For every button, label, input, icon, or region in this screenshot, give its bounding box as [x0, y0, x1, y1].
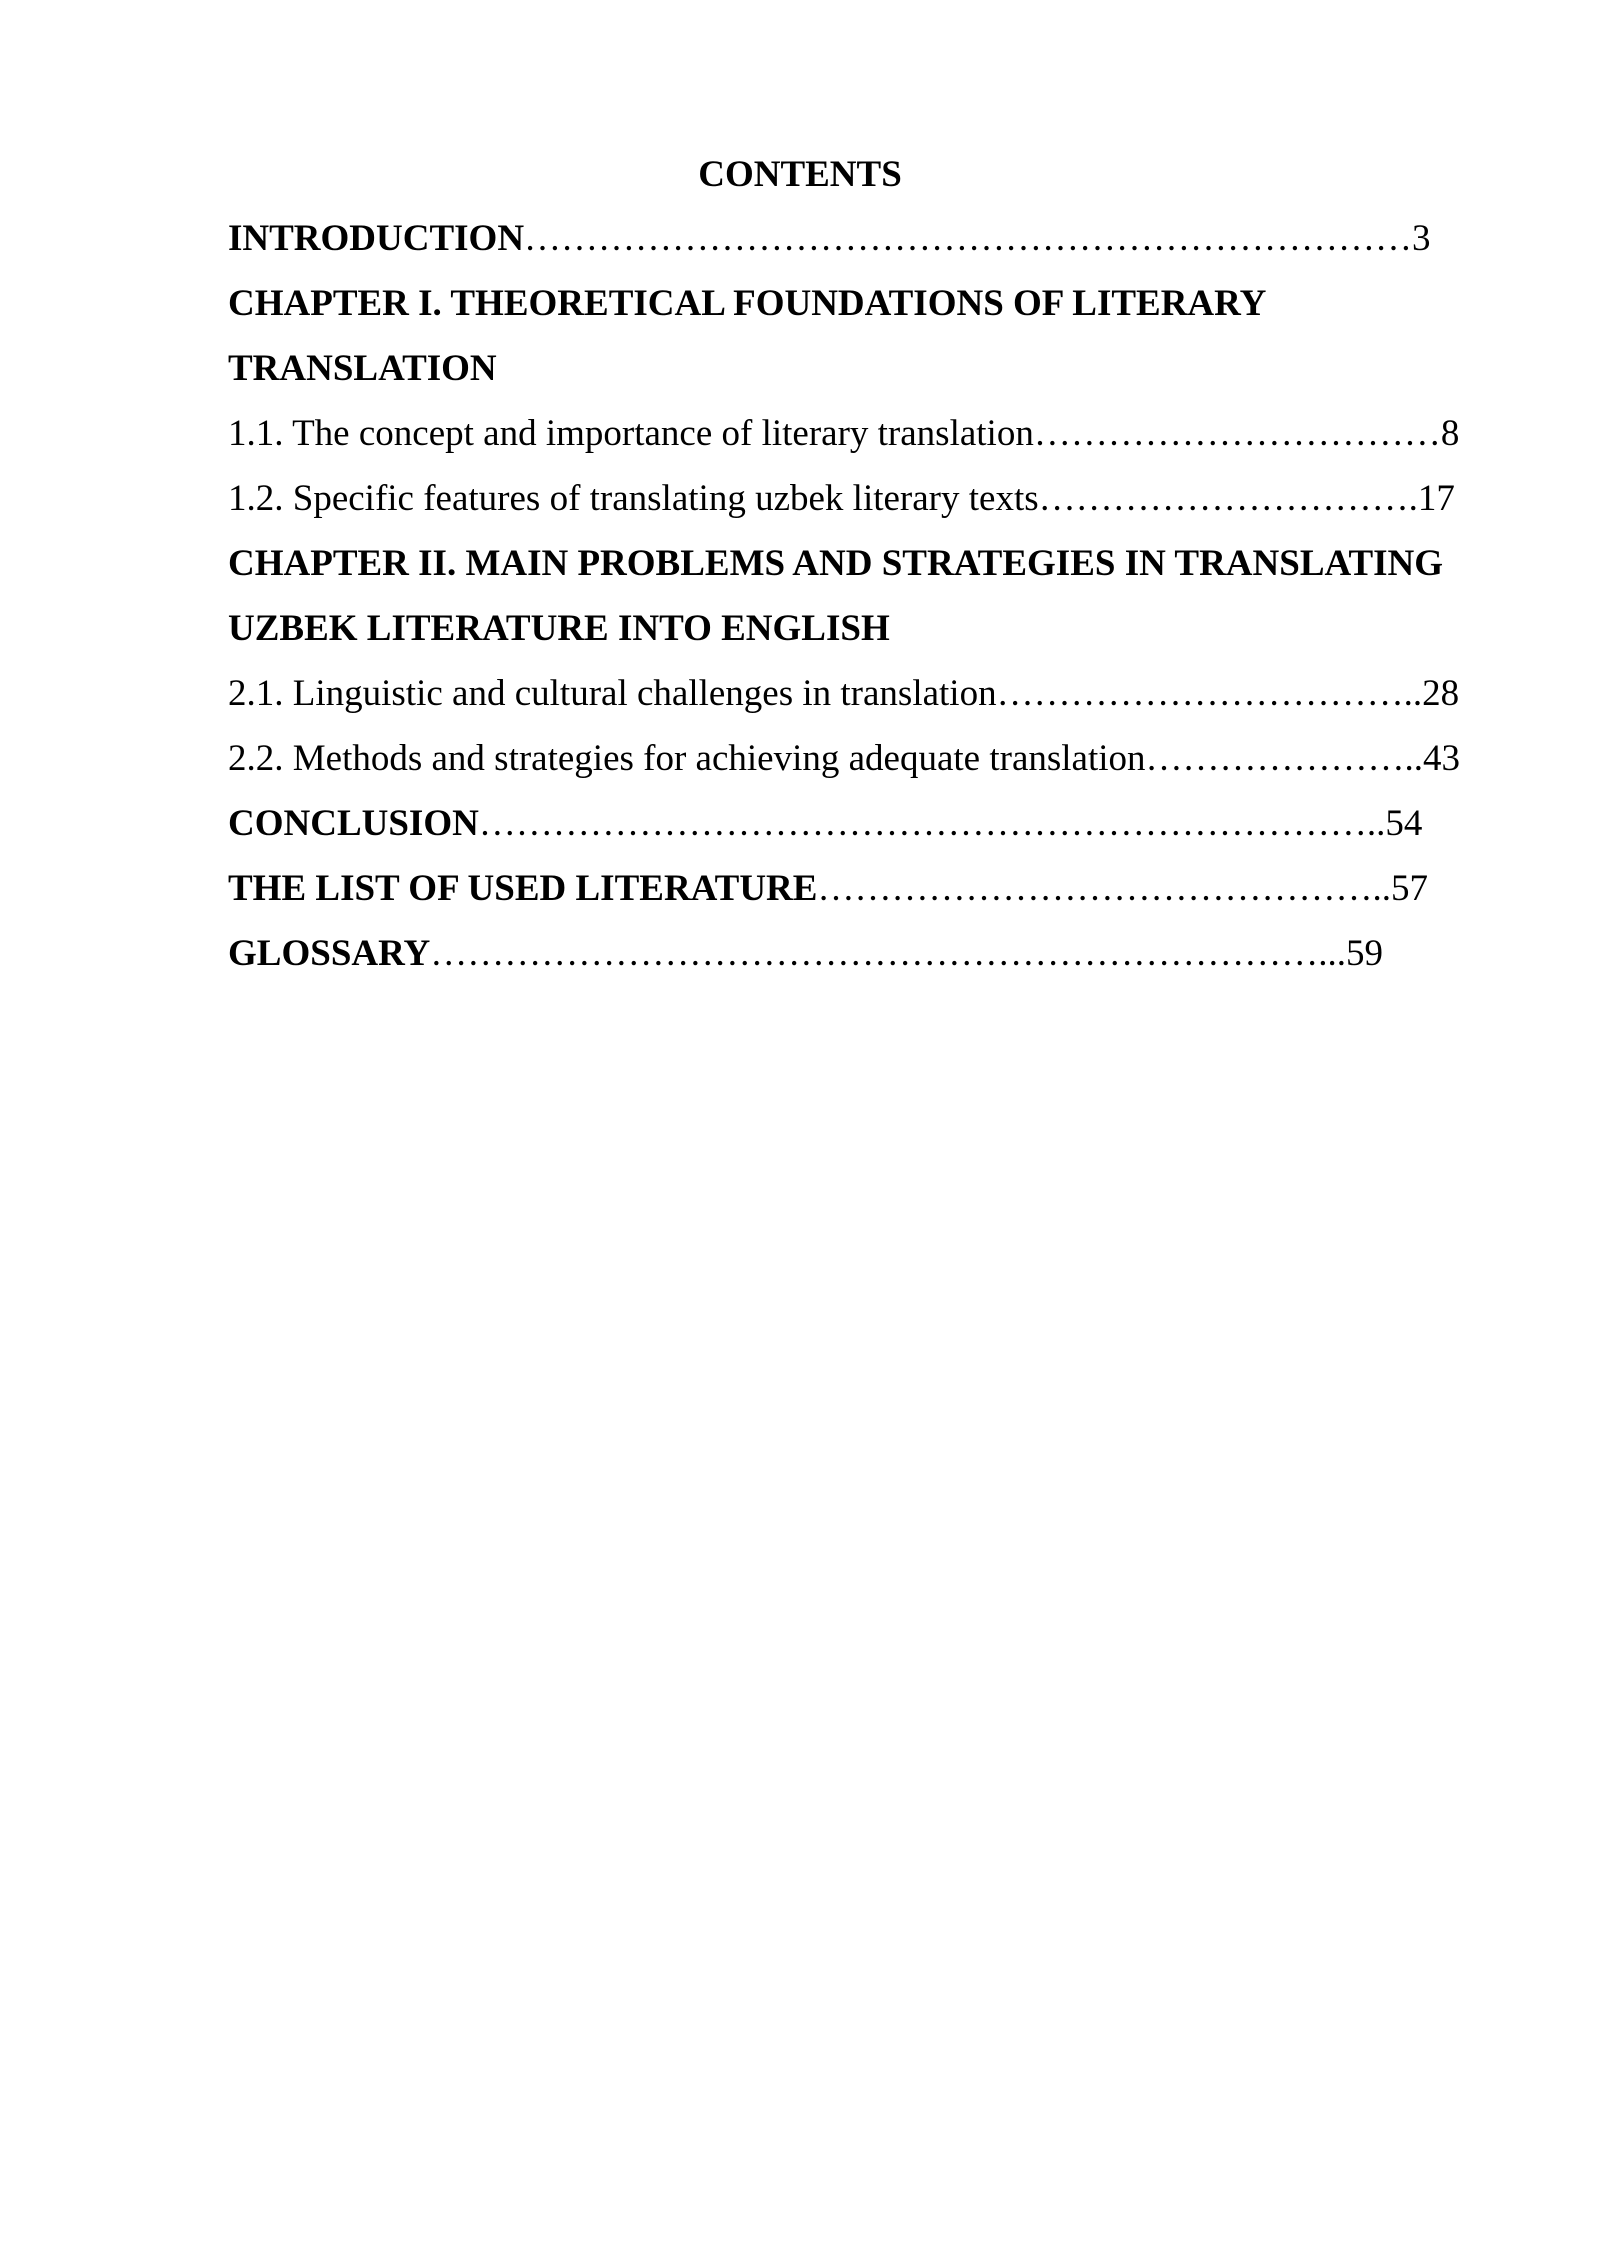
toc-chapter-1-heading-line2: TRANSLATION: [228, 348, 497, 389]
contents-title: CONTENTS: [698, 154, 902, 195]
toc-entry-label: 2.1. Linguistic and cultural challenges in translation: [228, 673, 997, 714]
toc-entry-used-literature[interactable]: [228, 864, 1428, 914]
toc-entry-page: 8: [1440, 413, 1460, 454]
toc-entry-label: GLOSSARY: [228, 933, 431, 974]
toc-entry-section-1-1[interactable]: [228, 409, 1459, 459]
toc-entry-label: CONCLUSION: [228, 803, 479, 844]
toc-entry-glossary[interactable]: [228, 929, 1383, 979]
toc-entry-leader: …………………………: [1038, 478, 1409, 519]
toc-entry-label: THE LIST OF USED LITERATURE: [228, 868, 818, 909]
toc-entry-page: ..59: [1327, 933, 1384, 974]
toc-entry-leader: ……………………………: [1033, 413, 1441, 454]
toc-entry-page: .17: [1408, 478, 1455, 519]
toc-entry-section-2-2[interactable]: [228, 734, 1460, 784]
toc-entry-page: ..43: [1404, 738, 1461, 779]
toc-entry-label: 1.2. Specific features of translating uzbek literary texts: [228, 478, 1039, 519]
toc-entry-introduction[interactable]: [228, 214, 1431, 264]
toc-chapter-1-heading-line1: CHAPTER I. THEORETICAL FOUNDATIONS OF LITERARY: [228, 283, 1267, 324]
toc-entry-label: 2.2. Methods and strategies for achieving adequate translation: [228, 738, 1146, 779]
toc-entry-leader: ………………………………………………………………: [478, 803, 1367, 844]
toc-entry-section-1-2[interactable]: [228, 474, 1455, 524]
toc-entry-leader: ………………………………………………………………: [524, 218, 1413, 259]
toc-entry-leader: ……………………………………….: [817, 868, 1382, 909]
toc-entry-page: .28: [1412, 673, 1460, 714]
toc-chapter-2-heading-line1: CHAPTER II. MAIN PROBLEMS AND STRATEGIES IN TRANSLATING: [228, 543, 1444, 584]
toc-entry-leader: …………………: [1145, 738, 1405, 779]
toc-entry-label: 1.1. The concept and importance of literary translation: [228, 413, 1034, 454]
toc-entry-section-2-1[interactable]: [228, 669, 1459, 719]
toc-entry-conclusion[interactable]: [228, 799, 1422, 849]
toc-chapter-2-heading-line2: UZBEK LITERATURE INTO ENGLISH: [228, 608, 890, 649]
toc-entry-leader: ……………………………………………………………….: [430, 933, 1328, 974]
toc-entry-page: .57: [1381, 868, 1428, 909]
toc-entry-leader: …………………………….: [996, 673, 1413, 714]
toc-entry-label: INTRODUCTION: [228, 218, 525, 259]
toc-entry-page: ..54: [1366, 803, 1423, 844]
toc-entry-page: 3: [1412, 218, 1431, 259]
